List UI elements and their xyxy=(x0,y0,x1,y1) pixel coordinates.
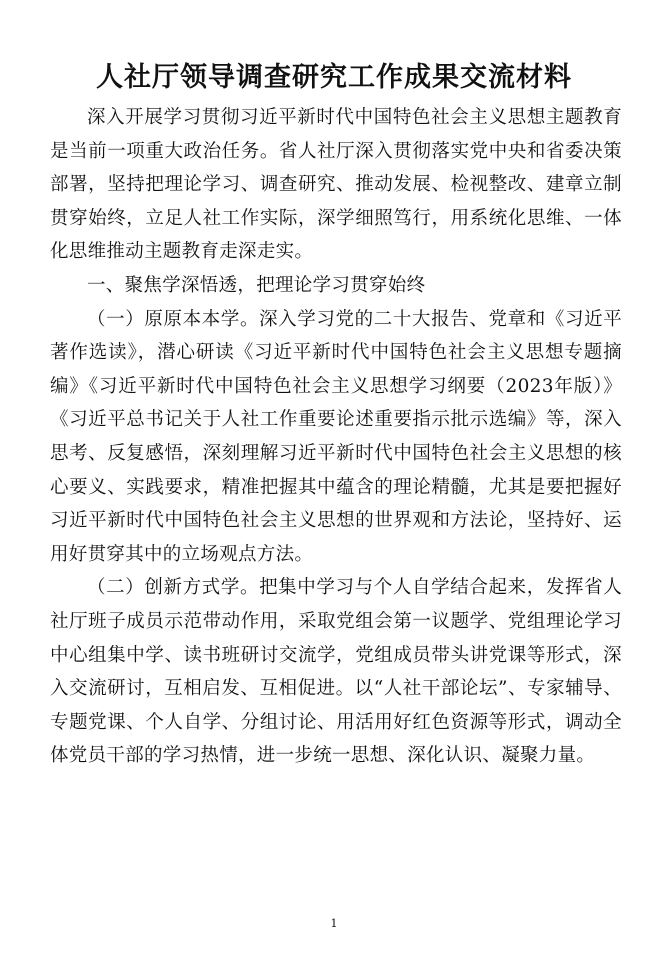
page-number: 1 xyxy=(330,917,338,930)
document-body xyxy=(50,101,622,773)
subsection-paragraph-1: （一）原原本本学。深入学习党的二十大报告、党章和《习近平著作选读》，潜心研读《习近平新时代中国特色社会主义思想专题摘编》《习近平新时代中国特色社会主义思想学习纲要（2023年版）》《习近平总书记关于人社工作重要论述重要指示批示选编》等，深入思考、反复感悟，深刻理解习近平新时代中国特色社会主义思想的核心要义、实践要求，精准把握其中蕴含的理论精髓，尤其是要把握好习近平新时代中国特色社会主义思想的世界观和方法论，坚持好、运用好贯穿其中的立场观点方法。 xyxy=(50,308,622,565)
intro-paragraph: 深入开展学习贯彻习近平新时代中国特色社会主义思想主题教育是当前一项重大政治任务。省人社厅深入贯彻落实党中央和省委决策部署，坚持把理论学习、调查研究、推动发展、检视整改、建章立制贯穿始终，立足人社工作实际，深学细照笃行，用系统化思维、一体化思维推动主题教育走深走实。 xyxy=(50,107,622,263)
section-heading-1: 一、聚焦学深悟透，把理论学习贯穿始终 xyxy=(87,274,426,296)
document-title: 人社厅领导调查研究工作成果交流材料 xyxy=(96,62,572,93)
subsection-paragraph-2: （二）创新方式学。把集中学习与个人自学结合起来，发挥省人社厅班子成员示范带动作用，采取党组会第一议题学、党组理论学习中心组集中学、读书班研讨交流学，党组成员带头讲党课等形式，深入交流研讨，互相启发、互相促进。以“人社干部论坛”、专家辅导、专题党课、个人自学、分组讨论、用活用好红色资源等形式，调动全体党员干部的学习热情，进一步统一思想、深化认识、凝聚力量。 xyxy=(50,577,622,767)
